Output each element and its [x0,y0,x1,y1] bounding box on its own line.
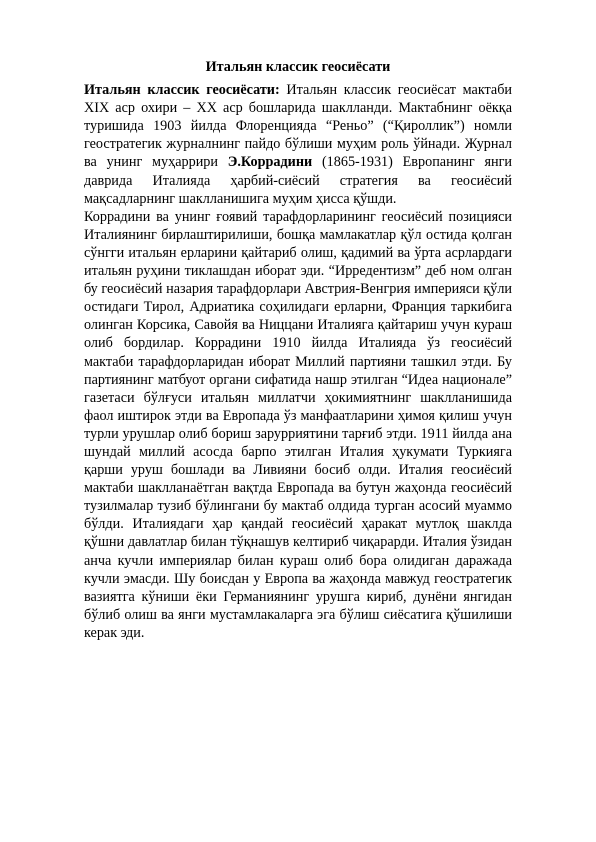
editor-name: Э.Коррадини [227,154,313,171]
paragraph-1-text-a: Итальян классик геосиёсат мактаби XIX аср охири – XX аср бошларида шаклланди. Мактабнинг оёкқа туришида 1903 йилда Флоренцияда “Реньо” (“Қироллик”) номли геостратегик журналнинг пайдо бўлиши муҳим роль ўйнади. Журнал ва унинг муҳаррири [84,82,513,171]
paragraph-1 [84,81,512,208]
paragraph-2: Коррадини ва унинг ғоявий тарафдорларининг геосиёсий позицияси Италиянинг бирлаштирилиши, бошқа мамлакатлар қўл остида қолган сўнгги итальян ерларини қайтариб олиш, қадимий ва ўрта асрлардаги итальян руҳини тиклашдан иборат эди. “Ирредентизм” деб ном олган бу геосиёсий назария тарафдорлари Австрия-Венгрия империяси қўли остидаги Тирол, Адриатика соҳилидаги ерларни, Франция таркибига олинган Корсика, Савойя ва Ниццани Италияга қайтариш учун кураш олиб бордилар. Коррадини 1910 йилда Италияда ўз геосиёсий мактаби тарафдорларидан иборат Миллий партияни ташкил этди. Бу партиянинг матбуот органи сифатида нашр этилган “Идеа национале” газетаси бўлғуси итальян миллатчи ҳокимиятнинг шаклланишида фаол иштирок этди ва Европада ўз манфаатларини ҳимоя қилиш учун турли урушлар олиб бориш зарурриятини тарғиб этди. 1911 йилда ана шундай миллий асосда барпо этилган Италия ҳукумати Туркияга қарши уруш бошлади ва Ливияни босиб олди. Италия геосиёсий мактаби шаклланаётган вақтда Европада ва бутун жаҳонда геосиёсий тузилмалар тузиб бўлингани бу мактаб олдида турган асосий муаммо бўлди. Италиядаги ҳар қандай геосиёсий ҳаракат мутлоқ шаклда қўшни давлатлар билан тўқнашув келтириб чиқарарди. Италия ўзидан анча кучли империялар билан кураш олиб бора олидиган даражада кучли эмасди. Шу боисдан у Европа ва жаҳонда мавжуд геостратегик вазиятга кўниши ёки Германиянинг урушга кириб, дунёни янгидан бўлиб олиш ва янги мустамлакаларга эга бўлиш сиёсатига қўшилиши керак эди. [84,208,512,641]
paragraph-1-text-b: (1865-1931) Европанинг янги даврида Италияда ҳарбий-сиёсий стратегия ва геосиёсий мақсадларнинг шаклланишига муҳим ҳисса қўшди. [84,154,512,207]
lead-term: Итальян классик геосиёсати: [84,82,280,99]
document-page [84,58,512,642]
document-title: Итальян классик геосиёсати [205,59,391,75]
